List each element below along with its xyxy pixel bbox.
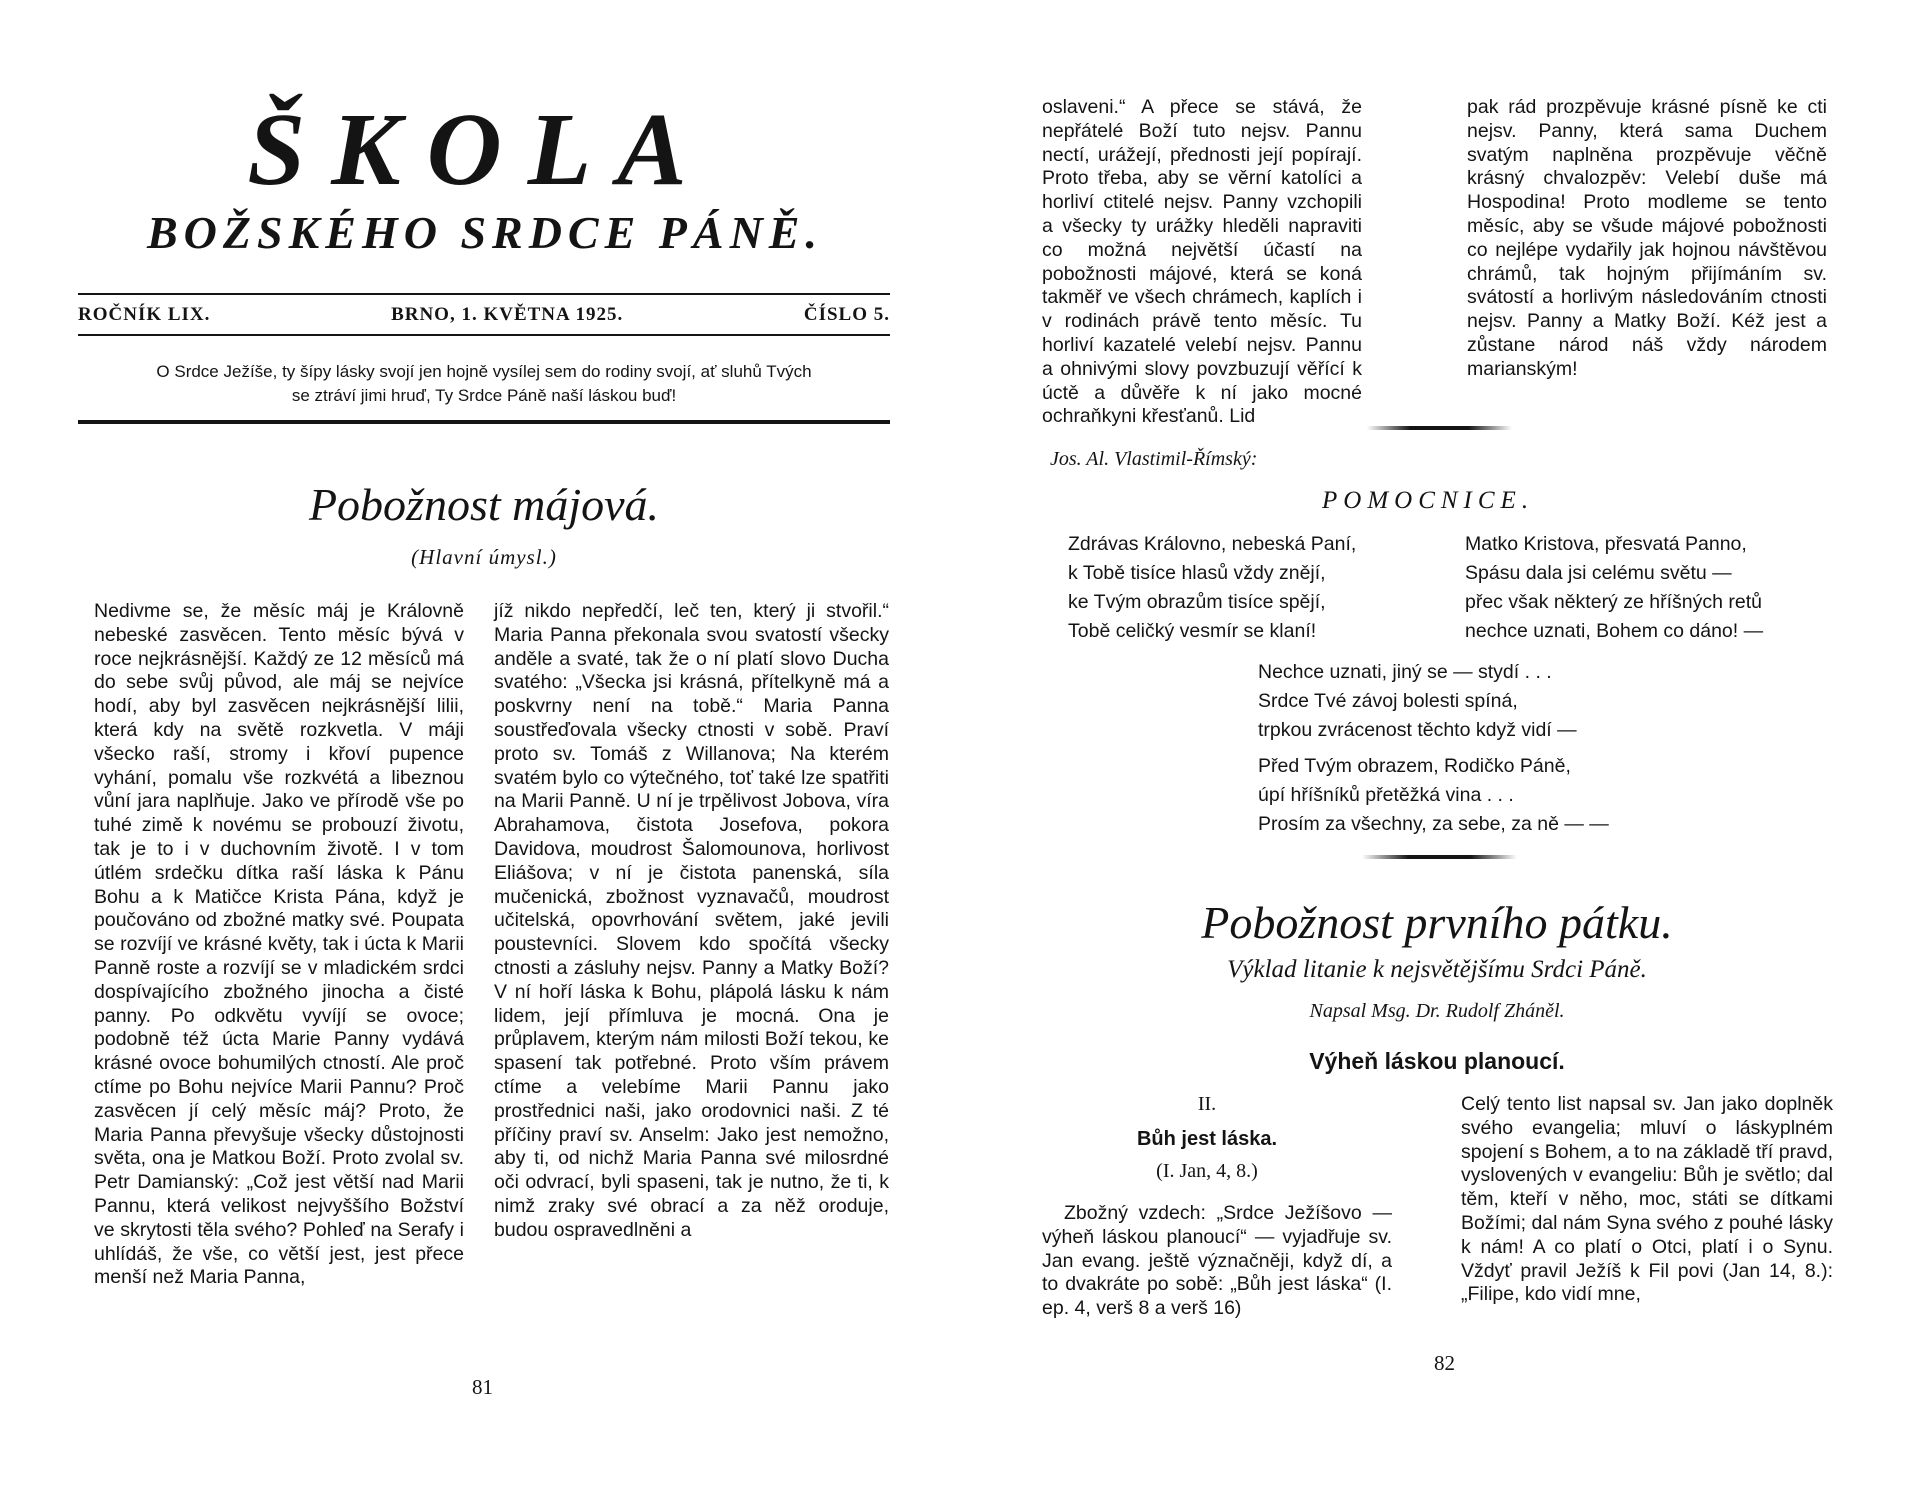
poem-line: úpí hříšníků přetěžká vina . . . — [1258, 784, 1514, 806]
motto — [78, 360, 890, 408]
poem-author: Jos. Al. Vlastimil-Římský: — [1050, 448, 1258, 470]
article2-heading: Bůh jest láska. — [1136, 1128, 1278, 1150]
poem-line: k Tobě tisíce hlasů vždy znějí, — [1068, 562, 1326, 584]
issue-info-row — [78, 304, 890, 326]
poem-line: ke Tvým obrazům tisíce spějí, — [1068, 591, 1326, 613]
poem-stanza-3 — [1258, 658, 1577, 745]
poem-line: Prosím za všechny, za sebe, za ně — — — [1258, 813, 1609, 835]
right-page — [962, 0, 1924, 1500]
article2-reference: (I. Jan, 4, 8.) — [1156, 1160, 1258, 1182]
article2-title: Pobožnost prvního pátku. — [1201, 897, 1673, 948]
issue-place-date: BRNO, 1. KVĚTNA 1925. — [391, 304, 624, 325]
motto-line-1: O Srdce Ježíše, ty šípy lásky svojí jen hojně vysílej sem do rodiny svojí, ať sluhů Tvých — [156, 362, 812, 381]
continuation-column-1: oslaveni.“ A přece se stává, že nepřátelé Boží tuto nejsv. Pannu nectí, urážejí, přednosti její popírají. Proto třeba, aby se věrní katolíci a horliví ctitelé nejsv. Panny vzchopili a všecky ty urážky hleděli napraviti co možná největší účastí na pobožnosti májové, která se koná takměř ve všech chrámech, kaplích i v rodinách právě tento měsíc. Tu horliví kazatelé velebí nejsv. Pannu a ohnivými slovy povzbuzují věřící k úctě a důvěře k ní jako mocné ochraňkyni křesťanů. Lid — [1042, 96, 1362, 428]
page-number: 82 — [1434, 1351, 1455, 1375]
masthead-subtitle: BOŽSKÉHO SRDCE PÁNĚ. — [147, 207, 823, 258]
poem-line: nechce uznati, Bohem co dáno! — — [1465, 620, 1764, 642]
article-title: Pobožnost májová. — [308, 479, 660, 530]
issue-number: ČÍSLO 5. — [803, 304, 890, 325]
ornamental-divider — [1367, 426, 1512, 430]
article2-section-title: Výheň láskou planoucí. — [1309, 1048, 1565, 1074]
poem-line: Srdce Tvé závoj bolesti spíná, — [1258, 690, 1518, 712]
page-number: 81 — [472, 1375, 493, 1399]
poem-line: Tobě celičký vesmír se klaní! — [1068, 620, 1317, 642]
poem-stanza-4 — [1258, 752, 1609, 839]
motto-bottom-rule — [78, 420, 890, 424]
issue-bottom-rule — [78, 334, 890, 336]
poem-title: POMOCNICE. — [1322, 487, 1535, 514]
issue-volume: ROČNÍK LIX. — [78, 304, 211, 325]
article-subtitle: (Hlavní úmysl.) — [411, 545, 557, 569]
masthead-top-rule — [78, 293, 890, 295]
poem-stanza-1 — [1068, 530, 1356, 646]
poem-line: trpkou zvrácenost těchto když vidí — — [1258, 719, 1577, 741]
article2-column-1: Zbožný vzdech: „Srdce Ježíšovo — výheň láskou planoucí“ — vyjadřuje sv. Jan evang. ještě význačněji, když dí, a to dvakráte po sobě: „Bůh jest láska“ (I. ep. 4, verš 8 a verš 16) — [1042, 1202, 1392, 1320]
masthead-title: ŠKOLA — [247, 92, 713, 207]
article2-byline: Napsal Msg. Dr. Rudolf Zháněl. — [1309, 1000, 1565, 1022]
article2-roman-numeral: II. — [1197, 1093, 1217, 1115]
ornamental-divider — [1362, 855, 1517, 859]
poem-line: Matko Kristova, přesvatá Panno, — [1465, 533, 1747, 555]
poem-line: Spásu dala jsi celému světu — — [1465, 562, 1732, 584]
poem-line: Nechce uznati, jiný se — stydí . . . — [1258, 661, 1552, 683]
continuation-column-2: pak rád prozpěvuje krásné písně ke cti nejsv. Panny, která sama Duchem svatým naplněna prozpěvuje věčně krásný chvalozpěv: Velebí duše má Hospodina! Proto modleme se tento měsíc, aby se všude májové pobožnosti co nejlépe vydařily jak hojnou návštěvou chrámů, tak hojným přijímáním sv. svátostí a horlivým následováním ctnosti nejsv. Panny a Matky Boží. Kéž jest a zůstane národ náš vždy národem marianským! — [1467, 96, 1827, 380]
poem-line: Před Tvým obrazem, Rodičko Páně, — [1258, 755, 1571, 777]
article2-subtitle: Výklad litanie k nejsvětějšímu Srdci Páně. — [1227, 956, 1647, 983]
article2-column-2: Celý tento list napsal sv. Jan jako doplněk svého evangelia; mluví o láskyplném spojení s Bohem, a to na základě tří pravd, vyslovených v evangeliu: Bůh je světlo; dal těm, kteří v něho, moc, státi se dítkami Božími; dal nám Syna svého z pouhé lásky k nám! A co platí o Otci, platí i o Synu. Vždyť pravil Ježíš k Fil povi (Jan 14, 8.): „Filipe, kdo vidí mne, — [1461, 1093, 1833, 1306]
motto-line-2: se ztráví jimi hruď, Ty Srdce Páně naší láskou buď! — [291, 386, 677, 405]
poem-line: přec však některý ze hříšných retů — [1465, 591, 1762, 613]
poem-stanza-2 — [1465, 530, 1763, 646]
article-column-1: Nedivme se, že měsíc máj je Královně nebeské zasvěcen. Tento měsíc bývá v roce nejkrásnější. Každý ze 12 měsíců má do sebe svůj původ, ale máj se nejvíce hodí, aby byl zasvěcen nejkrásnější lilii, která kdy na světě rozkvetla. V máji všecko raší, stromy i křoví pupence vyhání, pomalu vše rozkvétá a libeznou vůní jara naplňuje. Jako ve přírodě vše po tuhé zimě k novému se probouzí životu, tak je to i v duchovním životě. I v tom útlém srdečku dítka raší láska k Pánu Bohu a k Matičce Krista Pána, když je poučováno od zbožné matky své. Poupata se rozvíjí ve krásné květy, tak i úcta k Marii Panně roste a rozvíjí se v mladickém srdci dospívajícího zbožného jinocha a čisté panny. Po odkvětu vyvíjí se ovoce; podobně též úcta Marie Panny vydává krásné ovoce bohumilých ctností. Ale proč ctíme po Bohu nejvíce Marii Pannu? Proč zasvěcen jí celý měsíc máj? Proto, že Maria Panna převyšuje všecky důstojnosti světa, ona je Matkou Boží. Proto zvolal sv. Petr Damianský: „Což jest větší nad Marii Pannu, která velikost nejvyššího Božství ve skrytosti těla svého? Pohleď na Serafy i uhlídáš, že vše, co větší jest, jest přece menší než Maria Panna, — [94, 600, 464, 1289]
poem-line: Zdrávas Královno, nebeská Paní, — [1068, 533, 1357, 555]
article-column-2: jíž nikdo nepředčí, leč ten, který ji stvořil.“ Maria Panna překonala svou svatostí všecky anděle a svaté, tak že o ní platí slovo Ducha svatého: „Všecka jsi krásná, přítelkyně má a poskvrny není na tobě.“ Maria Panna soustřeďovala všecky ctnosti v sobě. Praví proto sv. Tomáš z Willanova; Na kterém svatém bylo co výtečného, toť také lze spatřiti na Marii Panně. U ní je trpělivost Jobova, víra Abrahamova, čistota Josefova, pokora Davidova, moudrost Šalomounova, horlivost Eliášova; v ní je čistota panenská, síla mučenická, zbožnost vyznavačů, moudrost učitelská, opovrhování světem, jaké jevili poustevníci. Slovem kdo spočítá všecky ctnosti a zásluhy nejsv. Panny a Matky Boží? V ní hoří láska k Bohu, plápolá lásku k nám lidem, její přímluva je mocná. Ona je průplavem, kterým nám milosti Boží tekou, ke spasení tak potřebné. Proto vším právem ctíme a velebíme Marii Pannu jako prostřednici naši, jako orodovnici naši. Z té příčiny praví sv. Anselm: Jako jest nemožno, aby ti, od nichž Maria Panna své milosrdné oči odvrací, byli spaseni, tak je nutno, že ti, k nimž zraky své obrací a za něž oroduje, budou ospravedlněni a — [494, 600, 889, 1241]
